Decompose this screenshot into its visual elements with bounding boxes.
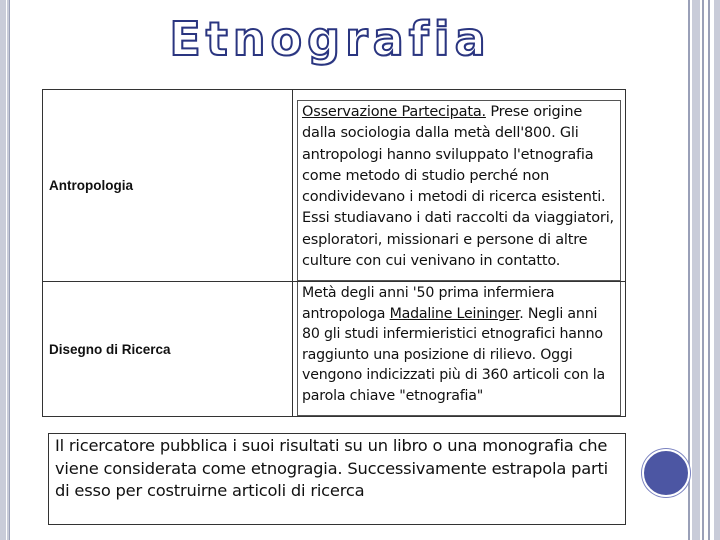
text-box: [297, 100, 621, 281]
table-row: [43, 90, 625, 282]
left-slide-border: [0, 0, 10, 540]
slide-title: Etnografia: [169, 12, 491, 66]
row-content: [293, 90, 625, 281]
row-label: Antropologia: [43, 90, 293, 281]
row-text-before: Metà degli anni '50 prima infermiera antropologa: [302, 285, 555, 322]
text-box: [297, 282, 621, 416]
content-table: [42, 89, 626, 417]
table-row: [43, 282, 625, 416]
summary-note: Il ricercatore pubblica i suoi risultati su un libro o una monografia che viene considerata come etnogragia. Successivamente estrapola parti di esso per costruirne articoli di ricerca: [48, 433, 626, 525]
row-label: Disegno di Ricerca: [43, 282, 293, 416]
row-content: [293, 282, 625, 416]
right-slide-border: [688, 0, 720, 540]
decorative-circle: [642, 449, 690, 497]
underlined-name: Madaline Leininger: [389, 305, 520, 322]
underlined-term: Osservazione Partecipata.: [302, 104, 486, 120]
row-text-after: . Negli anni 80 gli studi infermieristici etnografici hanno raggiunto una posizione di rilievo. Oggi vengono indicizzati più di 360 articoli con la parola chiave "etnografia": [302, 305, 606, 404]
row-text: Prese origine dalla sociologia dalla metà dell'800. Gli antropologi hanno sviluppato l'etnografia come metodo di studio perché non condividevano i metodi di ricerca esistenti. Essi studiavano i dati raccolti da viaggiatori, esploratori, missionari e persone di altre culture con cui venivano in contatto.: [302, 104, 614, 270]
